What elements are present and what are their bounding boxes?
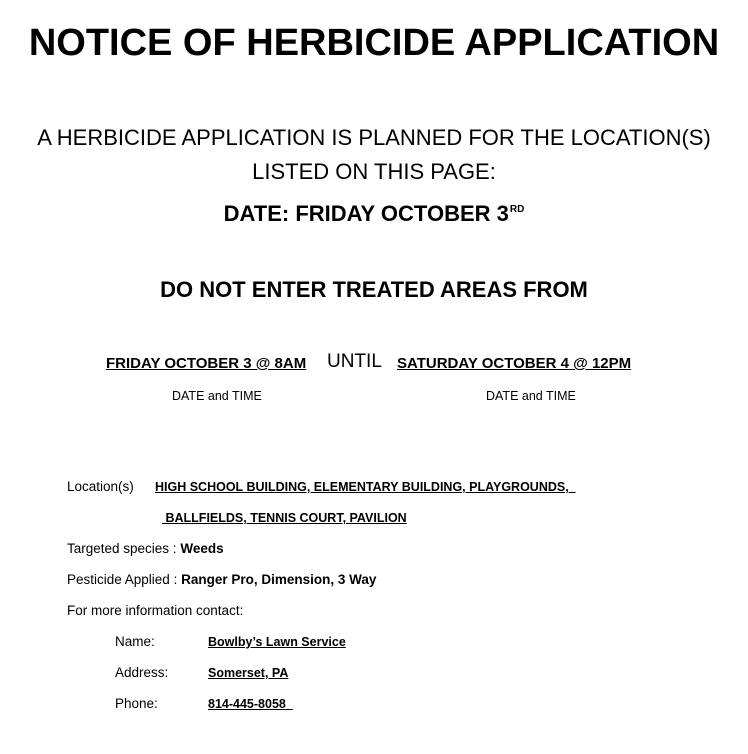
application-date <box>0 201 748 227</box>
contact-phone-label: Phone: <box>115 696 158 711</box>
contact-name-value: Bowlby’s Lawn Service <box>208 635 346 649</box>
more-info-text: For more information contact: <box>67 603 244 618</box>
pesticide-applied <box>67 572 376 587</box>
location-line-1: HIGH SCHOOL BUILDING, ELEMENTARY BUILDING, PLAYGROUNDS, <box>155 480 569 494</box>
do-not-enter-heading: DO NOT ENTER TREATED AREAS FROM <box>160 277 588 302</box>
intro-line-1: A HERBICIDE APPLICATION IS PLANNED FOR THE LOCATION(S) <box>37 125 711 150</box>
contact-name-label: Name: <box>115 634 155 649</box>
targeted-species <box>67 541 224 556</box>
from-caption: DATE and TIME <box>172 389 262 403</box>
location-label: Location(s) <box>67 479 134 494</box>
location-line-2: BALLFIELDS, TENNIS COURT, PAVILION <box>165 511 407 525</box>
species-label: Targeted species : <box>67 541 181 556</box>
to-datetime: SATURDAY OCTOBER 4 @ 12PM <box>397 355 632 372</box>
notice-title: NOTICE OF HERBICIDE APPLICATION <box>28 22 720 64</box>
contact-address-label: Address: <box>115 665 169 680</box>
contact-address-value: Somerset, PA <box>208 666 289 680</box>
date-label: DATE: FRIDAY OCTOBER 3 <box>223 201 509 226</box>
until-word: UNTIL <box>327 351 382 372</box>
date-suffix: RD <box>509 204 525 215</box>
pesticide-label: Pesticide Applied : <box>67 572 182 587</box>
to-caption: DATE and TIME <box>486 389 576 403</box>
contact-phone-value: 814-445-8058 <box>208 697 286 711</box>
pesticide-value: Ranger Pro, Dimension, 3 Way <box>181 572 377 587</box>
intro-text <box>0 121 748 189</box>
species-value: Weeds <box>180 541 224 556</box>
from-datetime: FRIDAY OCTOBER 3 @ 8AM <box>106 355 307 372</box>
intro-line-2: LISTED ON THIS PAGE: <box>252 159 496 184</box>
